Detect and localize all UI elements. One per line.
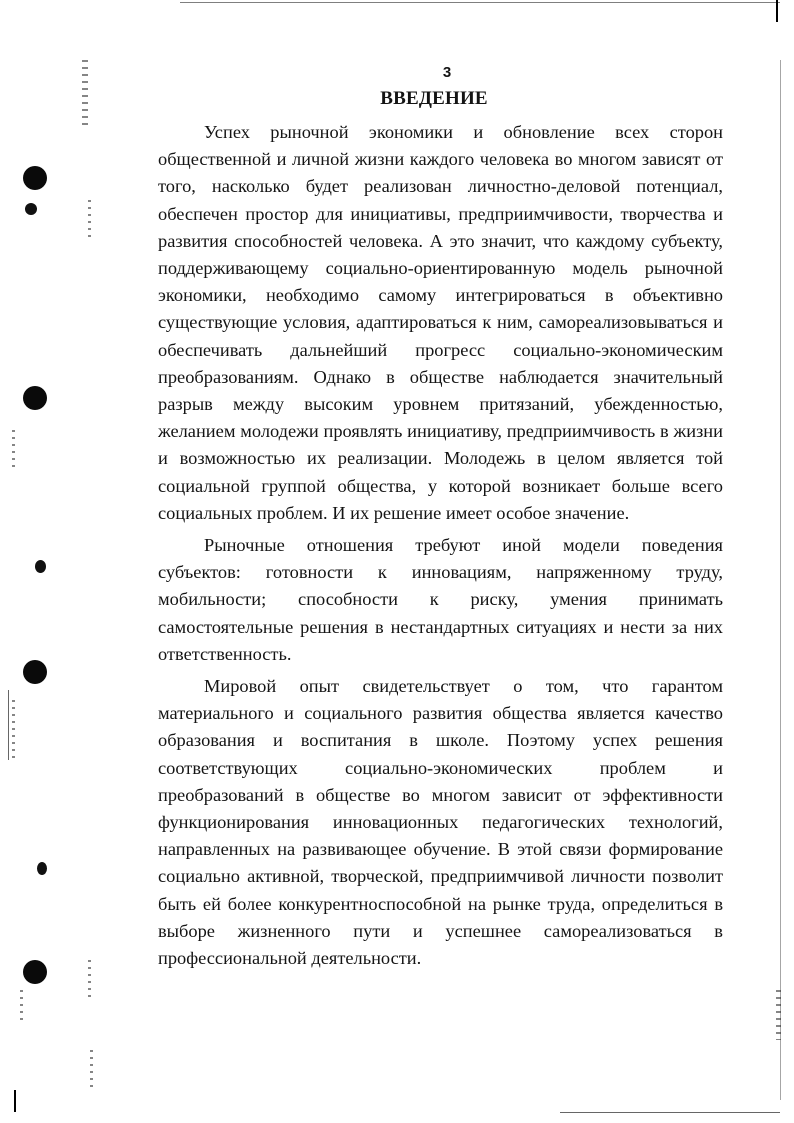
scan-noise-strip (88, 960, 91, 1000)
scan-noise-strip (12, 430, 15, 470)
ink-speck (35, 560, 46, 573)
ink-speck (37, 862, 47, 875)
paragraph-introduction: Успех рыночной экономики и обновление всех сторон общественной и личной жизни каждого человека во многом зависят от того, насколько будет реализован личностно-деловой потенциал, обеспечен простор для инициативы, предприимчивости, творчества и развития способностей человека. А это значит, что каждому субъекту, поддерживающему социально-ориентированную модель рыночной экономики, необходимо самому интегрироваться в объективно существующие условия, адаптироваться к ним, самореализовываться и обеспечивать дальнейший прогресс социально-экономическим преобразованиям. Однако в обществе наблюдается значительный разрыв между высоким уровнем притязаний, убежденностью, желанием молодежи проявлять инициативу, предприимчивость в жизни и возможностью их реализации. Молодежь в целом является той социальной группой общества, у которой возникает больше всего социальных проблем. И их решение имеет особое значение. (158, 122, 723, 523)
scan-noise-strip (88, 200, 91, 240)
document-body (158, 119, 723, 977)
punch-hole (23, 166, 47, 190)
scan-noise-strip (20, 990, 23, 1020)
punch-hole (23, 960, 47, 984)
paragraph-market-relations: Рыночные отношения требуют иной модели поведения субъектов: готовности к инновациям, напряженному труду, мобильности; способности к риску, умения принимать самостоятельные решения в нестандартных ситуациях и нести за них ответственность. (158, 535, 723, 664)
scan-noise-strip (776, 990, 781, 1040)
scan-top-edge-line (180, 2, 780, 3)
scan-right-edge-line (780, 60, 781, 1100)
page-title: ВВЕДЕНИЕ (380, 88, 488, 109)
scan-corner-mark (14, 1090, 16, 1112)
scan-left-edge-line (8, 690, 9, 760)
punch-hole (23, 386, 47, 410)
scan-noise-strip (12, 700, 15, 760)
scan-noise-strip (90, 1050, 93, 1090)
paragraph-world-experience: Мировой опыт свидетельствует о том, что гарантом материального и социального развития общества является качество образования и воспитания в школе. Поэтому успех решения соответствующих социально-экономических проблем и преобразований в обществе во многом зависит от эффективности функционирования инновационных педагогических технологий, направленных на развивающее обучение. В этой связи формирование социально активной, творческой, предприимчивой личности позволит быть ей более конкурентноспособной на рынке труда, определиться в выборе жизненного пути и успешнее самореализоваться в профессиональной деятельности. (158, 676, 723, 969)
ink-speck (25, 203, 37, 215)
page-number: 3 (442, 64, 452, 81)
punch-hole (23, 660, 47, 684)
scan-bottom-edge-line (560, 1112, 780, 1113)
scan-right-edge-mark (776, 0, 778, 22)
